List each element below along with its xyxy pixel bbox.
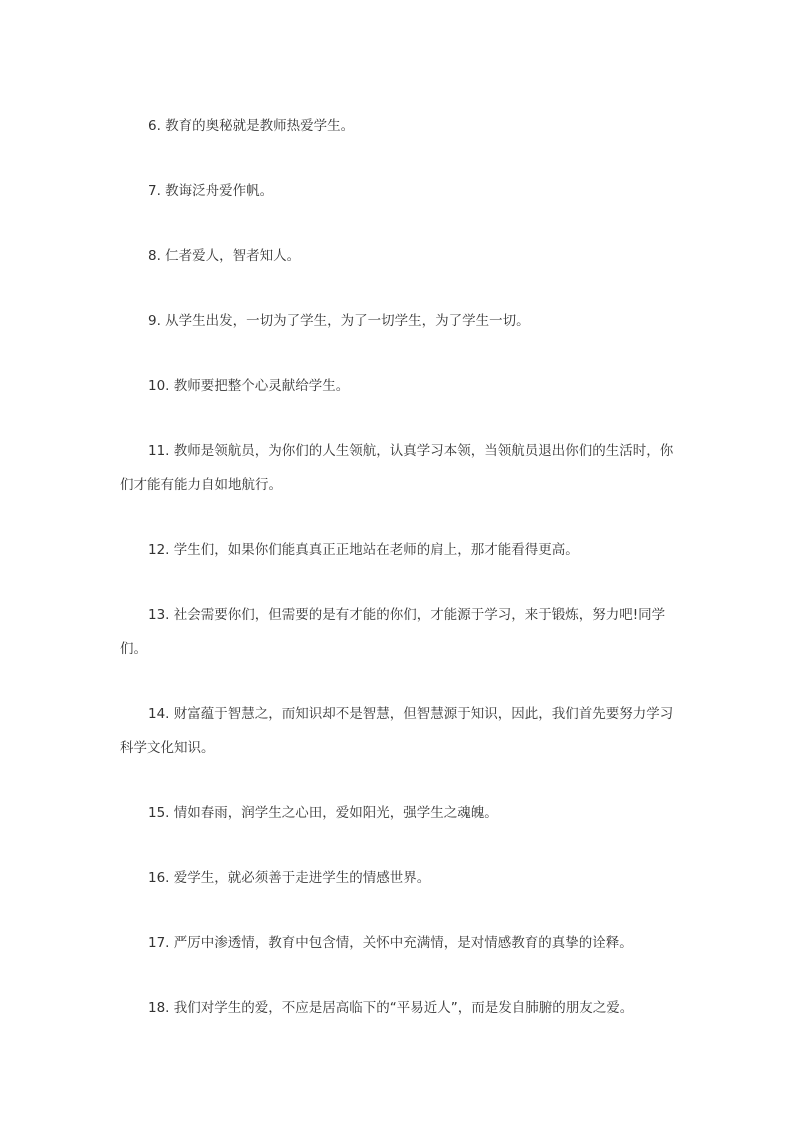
quote-paragraph-17: 17. 严厉中渗透情，教育中包含情，关怀中充满情，是对情感教育的真挚的诠释。 xyxy=(148,935,633,951)
quote-paragraph-16: 16. 爱学生，就必须善于走进学生的情感世界。 xyxy=(148,870,431,886)
quote-paragraph-11: 11. 教师是领航员，为你们的人生领航，认真学习本领，当领航员退出你们的生活时，你们才能有能力自如地航行。 xyxy=(120,443,674,493)
quote-paragraph-18: 18. 我们对学生的爱，不应是居高临下的“平易近人”，而是发自肺腑的朋友之爱。 xyxy=(148,1000,634,1016)
quote-paragraph-8: 8. 仁者爱人，智者知人。 xyxy=(148,248,301,264)
quote-paragraph-12: 12. 学生们，如果你们能真真正正地站在老师的肩上，那才能看得更高。 xyxy=(148,542,579,558)
quote-paragraph-9: 9. 从学生出发，一切为了学生，为了一切学生，为了学生一切。 xyxy=(148,313,530,329)
quote-paragraph-7: 7. 教诲泛舟爱作帆。 xyxy=(148,183,274,199)
quote-paragraph-10: 10. 教师要把整个心灵献给学生。 xyxy=(148,378,350,394)
document-body xyxy=(120,109,676,1056)
quote-paragraph-14: 14. 财富蕴于智慧之，而知识却不是智慧，但智慧源于知识，因此，我们首先要努力学习科学文化知识。 xyxy=(120,706,674,756)
quote-paragraph-15: 15. 情如春雨，润学生之心田，爱如阳光，强学生之魂魄。 xyxy=(148,805,498,821)
quote-paragraph-13: 13. 社会需要你们，但需要的是有才能的你们，才能源于学习，来于锻炼，努力吧!同学们。 xyxy=(120,607,666,657)
quote-paragraph-6: 6. 教育的奥秘就是教师热爱学生。 xyxy=(148,118,355,134)
